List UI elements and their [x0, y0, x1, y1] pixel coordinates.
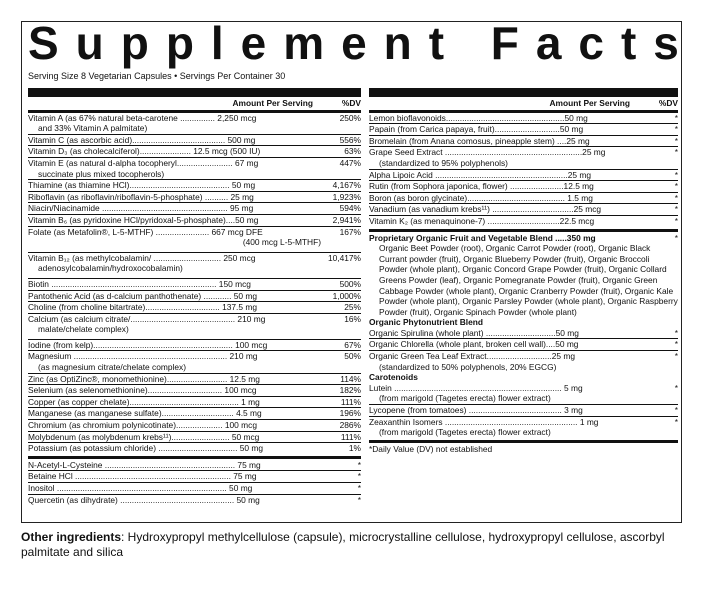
- other-ingredients-label: Other ingredients: [21, 530, 122, 544]
- dv-header: %DV: [341, 98, 361, 108]
- row-dv: 111%: [340, 431, 361, 442]
- row-dv: 447%: [339, 157, 361, 168]
- header-bar: [28, 88, 361, 97]
- row-dv: *: [674, 416, 678, 427]
- botanical-row: [369, 136, 678, 147]
- row-name: Vanadium (as vanadium krebs¹¹) ...................................25 mcg: [369, 204, 602, 215]
- carotenoids-list: [369, 383, 678, 438]
- other-ingredients: [21, 530, 701, 560]
- blend-title-row: [369, 233, 678, 244]
- ingredient-row: [28, 483, 361, 494]
- botanical-row: [369, 193, 678, 204]
- phyto-row: [369, 351, 678, 362]
- row-dv: 111%: [340, 396, 361, 407]
- row-dv: 67%: [344, 339, 361, 350]
- row-name: Zinc (as OptiZinc®, monomethionine).......................... 12.5 mg: [28, 373, 260, 384]
- row-name: Lemon bioflavonoids...................................................50 mg: [369, 112, 588, 123]
- blend-ingredients: Organic Beet Powder (root), Organic Carrot Powder (root), Organic Black Currant powder (fruit), Organic Blueberry Powder (fruit), Organic Broccoli Powder (whole plant), Organic Concord Grape Powder (fruit), Organic Collard Greens Powder (leaf), Organic Pomegranate Powder (fruit), Organic Green Cabbage Powder (whole plant), Organic Cranberry Powder (fruit), Organic Kale Powder (whole plant), Organic Parsley Powder (whole plant), Organic Raspberry Powder (fruit), Organic Spinach Powder (whole plant): [379, 243, 678, 317]
- row-dv: *: [674, 181, 678, 192]
- nutrient-row: [28, 135, 361, 146]
- row-name: Vitamin A (as 67% natural beta-carotene ............... 2,250 mcg: [28, 112, 257, 123]
- row-dv: *: [674, 204, 678, 215]
- row-name: Lycopene (from tomatoes) ........................................ 3 mg: [369, 405, 583, 416]
- row-name: Vitamin B₁₂ (as methylcobalamin/ ............................. 250 mcg: [28, 252, 256, 263]
- row-dv: 556%: [339, 134, 361, 145]
- row-dv: 1,923%: [332, 191, 361, 202]
- row-name: Niacin/Niacinamide ...................................................... 95 mg: [28, 203, 254, 214]
- row-dv: *: [674, 112, 678, 123]
- nutrient-row: [28, 408, 361, 419]
- phyto-title: Organic Phytonutrient Blend: [369, 317, 483, 328]
- row-name: Inositol ......................................................................... 50 mg: [28, 483, 253, 493]
- row-name: Vitamin C (as ascorbic acid)........................................ 500 mg: [28, 134, 256, 145]
- row-name: Papain (from Carica papaya, fruit)............................50 mg: [369, 124, 584, 135]
- row-dv: *: [674, 124, 678, 135]
- row-name: Boron (as boron glycinate).......................................... 1.5 mg: [369, 192, 593, 203]
- row-name: Magnesium .................................................................. 210 mg: [28, 351, 258, 362]
- row-detail: succinate plus mixed tocopherols): [38, 168, 165, 179]
- row-dv: 1,000%: [332, 290, 361, 301]
- row-name: Vitamin B₆ (as pyridoxine HCl/pyridoxal-5-phosphate)....50 mg: [28, 214, 259, 225]
- botanical-row: [369, 216, 678, 227]
- nutrient-row: [28, 374, 361, 385]
- row-dv: 250%: [339, 112, 361, 123]
- row-dv: *: [674, 339, 678, 350]
- header-bar: [369, 88, 678, 97]
- row-dv: 196%: [339, 408, 361, 419]
- row-dv: *: [674, 351, 678, 362]
- title-letter: t: [428, 17, 445, 69]
- blend-dv: *: [674, 232, 678, 243]
- row-name: Molybdenum (as molybdenum krebs¹¹)......................... 50 mcg: [28, 431, 260, 442]
- dv-header: %DV: [658, 98, 678, 108]
- row-name: Pantothenic Acid (as d-calcium panthothenate) ............ 50 mg: [28, 290, 258, 301]
- other-ingredients-text: : Hydroxypropyl methylcellulose (capsule), microcrystalline cellulose, hydroxypropyl cellulose, ascorbyl palmitate and silica: [21, 530, 665, 559]
- row-dv: 4,167%: [332, 180, 361, 191]
- column-header: [28, 97, 361, 113]
- title-letter: t: [620, 17, 637, 69]
- row-name: Betaine HCl ................................................................... 75 mg: [28, 471, 257, 482]
- row-name: Chromium (as chromium polynicotinate).................... 100 mcg: [28, 420, 257, 431]
- ingredient-row: [28, 495, 361, 506]
- row-dv: 10,417%: [327, 252, 361, 263]
- divider: [28, 456, 361, 459]
- ingredient-row: [28, 460, 361, 471]
- row-detail: and 33% Vitamin A palmitate): [38, 123, 148, 134]
- row-name: Organic Green Tea Leaf Extract............................25 mg: [369, 351, 576, 362]
- nutrient-row: [28, 302, 361, 313]
- row-name: Vitamin D₃ (as cholecalciferol)...................... 12.5 mcg (500 IU): [28, 146, 261, 157]
- phyto-note: (standardized to 50% polyphenols, 20% EGCG): [379, 361, 557, 372]
- row-dv: *: [674, 147, 678, 158]
- botanical-list: [369, 113, 678, 227]
- other-ingredients-list: [28, 460, 361, 505]
- carotenoid-row: [369, 405, 678, 416]
- title-letter: n: [383, 17, 412, 69]
- nutrient-row: [28, 146, 361, 157]
- row-dv: *: [357, 483, 361, 493]
- amount-header: Amount Per Serving: [232, 98, 313, 108]
- phyto-row: [369, 328, 678, 339]
- row-detail: (400 mcg L-5-MTHF): [242, 237, 321, 248]
- nutrient-row: [28, 385, 361, 396]
- botanical-row: [369, 204, 678, 215]
- row-dv: *: [674, 192, 678, 203]
- column-header: [369, 97, 678, 113]
- nutrient-row: [28, 113, 361, 124]
- row-detail: (from marigold (Tagetes erecta) flower extract): [379, 393, 551, 404]
- row-dv: 63%: [344, 146, 361, 157]
- nutrient-row: [28, 227, 361, 238]
- row-name: Vitamin E (as natural d-alpha tocopheryl........................ 67 mg: [28, 157, 259, 168]
- row-detail: (as magnesium citrate/chelate complex): [38, 362, 187, 373]
- row-detail: (standardized to 95% polyphenols): [379, 157, 508, 168]
- row-name: Alpha Lipoic Acid .........................................................25 mg: [369, 169, 592, 180]
- row-dv: *: [674, 169, 678, 180]
- row-name: Calcium (as calcium citrate/............................................. 210 mg: [28, 313, 266, 324]
- title-letter: u: [75, 17, 104, 69]
- row-name: Quercetin (as dihydrate) ................................................. 50 mg: [28, 494, 260, 505]
- carotenoid-row: [369, 383, 678, 394]
- divider: [369, 440, 678, 443]
- nutrient-row: [28, 351, 361, 362]
- title-letter: a: [535, 17, 562, 69]
- right-column: [369, 88, 678, 454]
- nutrient-row: [28, 253, 361, 264]
- row-name: Lutein ........................................................................ 5 mg: [369, 382, 583, 393]
- row-name: Bromelain (from Anana comosus, pineapple stem) ....25 mg: [369, 135, 590, 146]
- nutrient-row: [28, 215, 361, 226]
- row-dv: *: [674, 135, 678, 146]
- row-name: Folate (as Metafolin®, L-5-MTHF) ....................... 667 mcg DFE: [28, 226, 263, 237]
- botanical-row: [369, 147, 678, 158]
- nutrient-row: [28, 314, 361, 325]
- row-dv: 182%: [339, 385, 361, 396]
- row-dv: 594%: [339, 203, 361, 214]
- row-name: Rutin (from Sophora japonica, flower) .......................12.5 mg: [369, 181, 594, 192]
- supplement-facts-panel: [21, 17, 682, 523]
- nutrient-row: [28, 443, 361, 454]
- row-dv: 25%: [344, 302, 361, 313]
- row-name: Thiamine (as thiamine HCl)........................................... 50 mg: [28, 180, 256, 191]
- row-name: Iodine (from kelp)............................................................ 100 mcg: [28, 339, 268, 350]
- row-dv: *: [674, 215, 678, 226]
- panel-title: [28, 19, 679, 67]
- nutrient-row: [28, 279, 361, 290]
- carotenoid-row: [369, 417, 678, 428]
- row-dv: *: [674, 382, 678, 393]
- row-name: Choline (from choline bitartrate)................................ 137.5 mg: [28, 302, 258, 313]
- phyto-list: [369, 328, 678, 362]
- title-letter: e: [240, 17, 267, 69]
- row-dv: 16%: [344, 313, 361, 324]
- row-name: Zeaxanthin Isomers ......................................................... 1 mg: [369, 416, 599, 427]
- row-name: Biotin ....................................................................... 150 mcg: [28, 278, 251, 289]
- carotenoids-title: Carotenoids: [369, 372, 418, 383]
- row-dv: *: [674, 405, 678, 416]
- botanical-row: [369, 124, 678, 135]
- title-letter: e: [341, 17, 367, 69]
- title-letter: [461, 19, 474, 67]
- row-name: Vitamin K₂ (as menaquinone-7) ...............................22.5 mcg: [369, 215, 595, 226]
- row-detail: adenosylcobalamin/hydroxocobalamin): [38, 263, 183, 274]
- row-name: Potassium (as potassium chloride) .................................. 50 mg: [28, 443, 264, 454]
- title-letter: F: [490, 17, 519, 69]
- row-name: Copper (as copper chelate)............................................... 1 mg: [28, 396, 260, 407]
- row-dv: *: [357, 494, 361, 505]
- nutrient-row: [28, 180, 361, 191]
- title-letter: p: [120, 17, 149, 69]
- nutrient-row: [28, 420, 361, 431]
- botanical-row: [369, 113, 678, 124]
- row-dv: *: [674, 327, 678, 338]
- row-dv: 286%: [339, 420, 361, 431]
- title-letter: l: [210, 17, 224, 69]
- row-name: Selenium (as selenomethionine)................................ 100 mcg: [28, 385, 257, 396]
- title-letter: p: [165, 17, 194, 69]
- title-letter: c: [578, 17, 604, 69]
- amount-header: Amount Per Serving: [549, 98, 630, 108]
- nutrient-row: [28, 291, 361, 302]
- row-name: Grape Seed Extract ...........................................................25 mg: [369, 147, 606, 158]
- nutrient-row: [28, 340, 361, 351]
- row-dv: 500%: [339, 278, 361, 289]
- title-letter: m: [283, 17, 325, 69]
- blend-title: Proprietary Organic Fruit and Vegetable Blend .....350 mg: [369, 232, 596, 243]
- title-letter: s: [653, 17, 679, 69]
- nutrient-row: [28, 192, 361, 203]
- row-name: Riboflavin (as riboflavin/riboflavin-5-phosphate) .......... 25 mg: [28, 191, 254, 202]
- row-detail: malate/chelate complex): [38, 324, 129, 335]
- nutrient-row: [28, 158, 361, 169]
- left-column: [28, 88, 361, 505]
- nutrient-list: [28, 113, 361, 454]
- botanical-row: [369, 181, 678, 192]
- row-name: Organic Chlorella (whole plant, broken cell wall)....50 mg: [369, 339, 579, 350]
- row-dv: 114%: [340, 373, 361, 384]
- row-dv: 167%: [339, 226, 361, 237]
- ingredient-row: [28, 471, 361, 482]
- row-dv: 1%: [348, 443, 361, 454]
- serving-info: Serving Size 8 Vegetarian Capsules • Servings Per Container 30: [28, 71, 286, 81]
- nutrient-row: [28, 397, 361, 408]
- nutrient-row: [28, 432, 361, 443]
- row-name: Manganese (as manganese sulfate)............................... 4.5 mg: [28, 408, 262, 419]
- divider: [369, 229, 678, 232]
- row-dv: *: [357, 459, 361, 470]
- row-name: Organic Spirulina (whole plant) ..............................50 mg: [369, 327, 579, 338]
- row-dv: *: [357, 471, 361, 482]
- row-name: N-Acetyl-L-Cysteine ........................................................ 75 mg: [28, 459, 261, 470]
- title-letter: S: [28, 17, 59, 69]
- row-detail: (from marigold (Tagetes erecta) flower extract): [379, 427, 551, 438]
- phyto-row: [369, 339, 678, 350]
- botanical-row: [369, 170, 678, 181]
- row-dv: 2,941%: [332, 214, 361, 225]
- row-dv: 50%: [344, 351, 361, 362]
- nutrient-row: [28, 203, 361, 214]
- footnote: *Daily Value (DV) not established: [369, 443, 493, 454]
